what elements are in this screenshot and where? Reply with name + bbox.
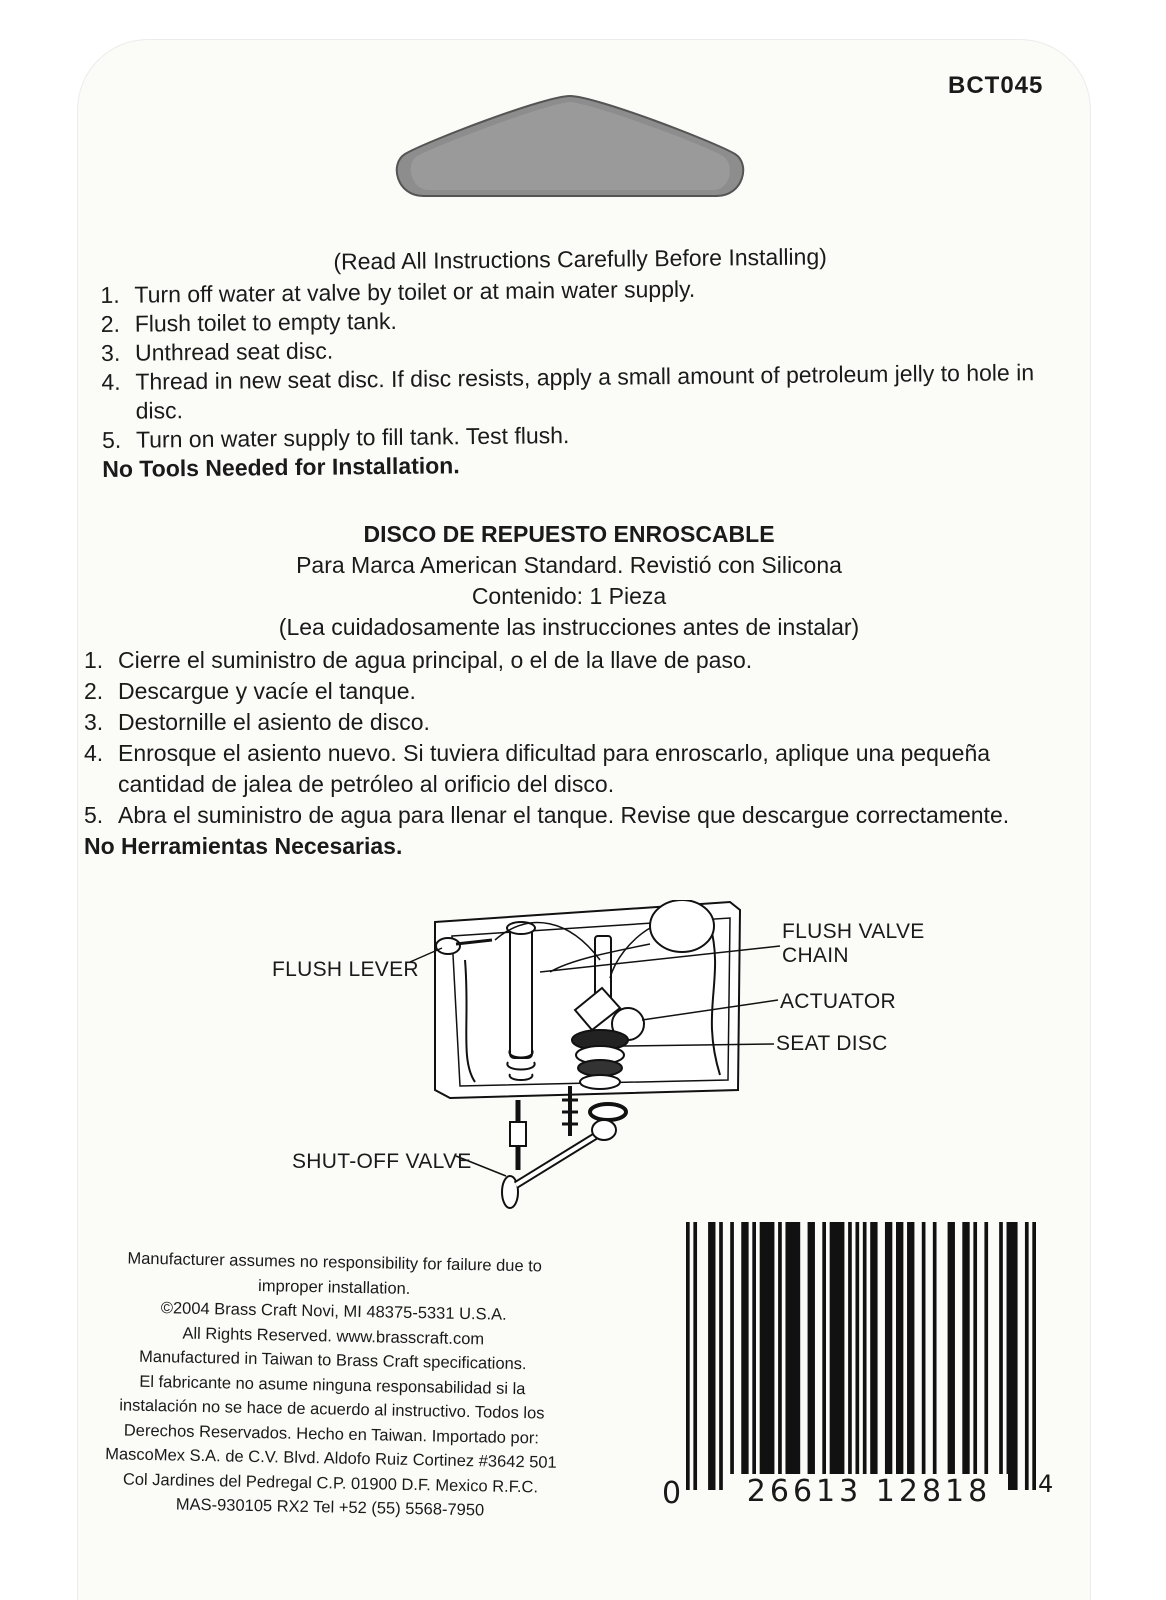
spanish-subtitle: Para Marca American Standard. Revistió con Silicona xyxy=(296,552,842,578)
disclaimer-line: improper installation. xyxy=(257,1276,411,1298)
barcode-bar xyxy=(922,1222,926,1490)
label-shut-off-valve: SHUT-OFF VALVE xyxy=(292,1150,472,1173)
barcode-check-digit: 4 xyxy=(1038,1470,1054,1498)
barcode-bar xyxy=(785,1222,800,1490)
label-flush-lever: FLUSH LEVER xyxy=(272,958,419,981)
disclaimer-line: Manufactured in Taiwan to Brass Craft specifications. xyxy=(138,1347,527,1374)
barcode-first-digit: 0 xyxy=(662,1476,682,1511)
barcode-bar xyxy=(808,1222,815,1490)
barcode-bar xyxy=(822,1222,826,1490)
list-item: 1. Turn off water at valve by toilet or at main water supply. xyxy=(100,275,696,308)
disclaimer-line: Col Jardines del Pedregal C.P. 01900 D.F. Mexico R.F.C. xyxy=(122,1469,539,1496)
barcode-bar xyxy=(885,1222,892,1490)
barcode-bar xyxy=(1025,1222,1029,1490)
disclaimer-line: MAS-930105 RX2 Tel +52 (55) 5568-7950 xyxy=(175,1495,485,1520)
barcode-bar xyxy=(708,1222,715,1490)
disclaimer-line: El fabricante no asume ninguna responsabilidad si la xyxy=(139,1372,526,1398)
barcode-bar xyxy=(752,1222,756,1490)
barcode-main-digits: 26613 12818 xyxy=(730,1474,1008,1509)
barcode-bar xyxy=(693,1222,697,1490)
list-item: 2. Flush toilet to empty tank. xyxy=(100,307,397,337)
barcode-bar xyxy=(686,1222,690,1490)
barcode-bar xyxy=(896,1222,903,1490)
barcode-bar xyxy=(984,1222,988,1490)
english-instructions xyxy=(100,240,1062,484)
disclaimer-line: Derechos Reservados. Hecho en Taiwan. Importado por: xyxy=(123,1420,540,1447)
barcode-bar xyxy=(741,1222,748,1490)
barcode-bar xyxy=(962,1222,969,1490)
disclaimer-line: Manufacturer assumes no responsibility for failure due to xyxy=(127,1249,543,1276)
barcode-bar xyxy=(948,1222,955,1490)
english-read-note: (Read All Instructions Carefully Before Installing) xyxy=(333,243,827,275)
spanish-read-note: (Lea cuidadosamente las instrucciones antes de instalar) xyxy=(278,614,860,640)
english-no-tools: No Tools Needed for Installation. xyxy=(102,452,460,482)
label-actuator: ACTUATOR xyxy=(780,990,896,1013)
spanish-contents: Contenido: 1 Pieza xyxy=(471,583,667,609)
barcode-bar xyxy=(855,1222,859,1490)
label-flush-valve-chain-line1: FLUSH VALVE xyxy=(782,920,925,943)
list-item: 5. Abra el suministro de agua para llenar el tanque. Revise que descargue correctamente. xyxy=(84,802,1010,828)
barcode-bar xyxy=(848,1222,852,1490)
label-flush-valve-chain-line2: CHAIN xyxy=(782,944,849,967)
barcode-bar xyxy=(778,1222,782,1490)
upc-barcode xyxy=(660,1222,1060,1522)
product-sku: BCT045 xyxy=(948,72,1044,99)
barcode-bar xyxy=(760,1222,775,1490)
barcode-bar xyxy=(999,1222,1003,1490)
barcode-bar xyxy=(870,1222,877,1490)
disclaimer-line: MascoMex S.A. de C.V. Blvd. Aldofo Ruiz Cortinez #3642 501 xyxy=(105,1445,557,1472)
barcode-bar xyxy=(907,1222,914,1490)
disclaimer-text xyxy=(95,1246,570,1524)
disclaimer-line: instalación no se hace de acuerdo al instructivo. Todos los xyxy=(119,1396,545,1423)
barcode-bar xyxy=(933,1222,937,1490)
disclaimer-line: All Rights Reserved. www.brasscraft.com xyxy=(182,1324,485,1348)
list-item: 3. Unthread seat disc. xyxy=(100,337,334,366)
barcode-bar xyxy=(863,1222,867,1490)
spanish-instructions xyxy=(84,519,1054,862)
list-item: 2. Descargue y vacíe el tanque. xyxy=(84,678,416,704)
list-item: 1. Cierre el suministro de agua principal, o el de la llave de paso. xyxy=(84,647,753,673)
english-steps xyxy=(100,271,1062,455)
spanish-no-tools: No Herramientas Necesarias. xyxy=(84,833,403,859)
barcode-bar xyxy=(719,1222,723,1490)
toilet-tank-diagram xyxy=(270,900,950,1220)
barcode-bar xyxy=(730,1222,734,1490)
spanish-title: DISCO DE REPUESTO ENROSCABLE xyxy=(363,521,775,547)
label-seat-disc: SEAT DISC xyxy=(776,1032,888,1055)
barcode-bar xyxy=(1007,1222,1018,1490)
hang-hole xyxy=(395,92,745,202)
barcode-bar xyxy=(1032,1222,1036,1490)
list-item: 5. Turn on water supply to fill tank. Test flush. xyxy=(101,422,570,453)
list-item: 4. Enrosque el asiento nuevo. Si tuviera dificultad para enroscarlo, aplique una pequeña cantidad de jalea de petróleo al orificio del disco. xyxy=(84,740,991,797)
spanish-steps xyxy=(84,645,1054,831)
list-item: 4. Thread in new seat disc. If disc resists, apply a small amount of petroleum jelly to hole in disc. xyxy=(101,359,1035,424)
barcode-bar xyxy=(830,1222,845,1490)
list-item: 3. Destornille el asiento de disco. xyxy=(84,709,430,735)
barcode-bar xyxy=(973,1222,977,1490)
barcode-bars xyxy=(686,1222,1036,1490)
disclaimer-line: ©2004 Brass Craft Novi, MI 48375-5331 U.S.A. xyxy=(160,1299,507,1324)
